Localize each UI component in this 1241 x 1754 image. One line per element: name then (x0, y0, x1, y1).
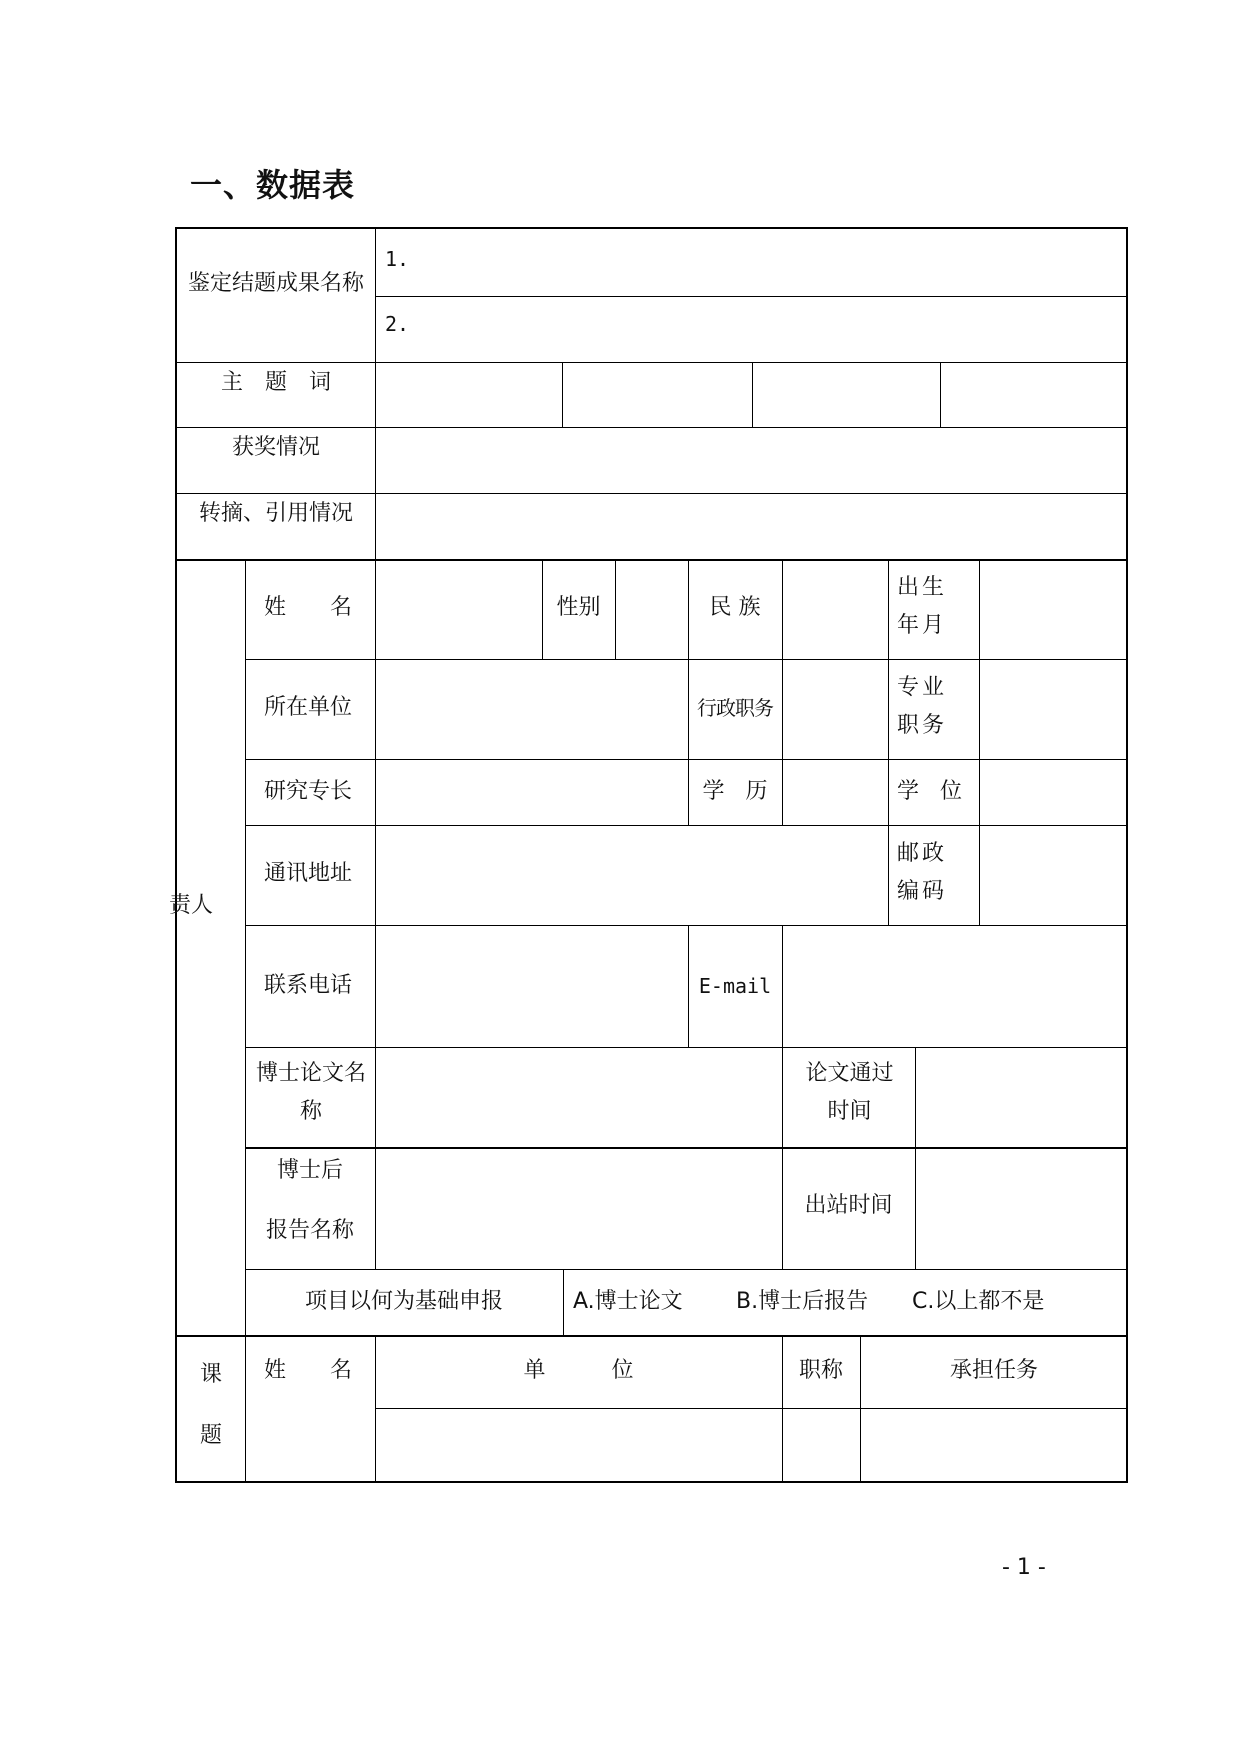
row-divider (245, 1269, 1128, 1270)
row-divider (245, 925, 1128, 926)
row-divider (177, 1335, 1128, 1337)
col-divider (375, 559, 376, 1269)
row-divider (177, 559, 1128, 561)
leader-birth-label: 出生年月 (897, 575, 948, 638)
row-divider (245, 1147, 1128, 1149)
col-divider (563, 1269, 564, 1335)
basis-option-a[interactable]: A.博士论文 (573, 1289, 683, 1314)
col-divider (375, 229, 376, 559)
leader-name-label: 姓 名 (264, 595, 353, 620)
team-side-label-2: 题 (199, 1423, 222, 1448)
leader-degree-label: 学 位 (897, 779, 962, 804)
result-line-2[interactable]: 2. (385, 312, 410, 336)
citations-label: 转摘、引用情况 (198, 501, 353, 526)
col-divider (752, 362, 753, 427)
row-divider (245, 825, 1128, 826)
col-divider (979, 559, 980, 925)
row-divider (375, 296, 1128, 297)
leader-basis-label: 项目以何为基础申报 (304, 1289, 503, 1314)
col-divider (245, 559, 246, 1483)
leader-ethnicity-label: 民 族 (709, 595, 761, 620)
row-divider (375, 1408, 1128, 1409)
row-divider (245, 1047, 1128, 1048)
row-divider (177, 362, 1128, 363)
col-divider (782, 559, 783, 825)
leader-phd-thesis-label: 博士论文名称 (255, 1061, 366, 1124)
team-name-header: 姓 名 (264, 1358, 353, 1383)
leader-side-label-clip (169, 887, 245, 927)
team-side-label-1: 课 (199, 1362, 222, 1387)
col-divider (562, 362, 563, 427)
leader-specialty-label: 研究专长 (264, 779, 353, 804)
leader-address-label: 通讯地址 (264, 861, 353, 886)
keywords-label: 主 题 词 (220, 370, 331, 395)
row-divider (177, 493, 1128, 494)
leader-prof-title-label: 专业职务 (897, 675, 948, 738)
basis-option-b[interactable]: B.博士后报告 (736, 1289, 869, 1314)
basis-option-c[interactable]: C.以上都不是 (912, 1289, 1045, 1314)
team-unit-header: 单 位 (523, 1358, 634, 1383)
leader-postdoc-report-line2: 报告名称 (265, 1218, 354, 1243)
leader-unit-label: 所在单位 (264, 695, 353, 720)
leader-education-label: 学 历 (702, 779, 768, 804)
team-title-header: 职称 (798, 1358, 843, 1383)
leader-postdoc-report-line1: 博士后 (276, 1158, 343, 1183)
leader-gender-label: 性别 (556, 595, 601, 620)
result-line-1[interactable]: 1. (385, 247, 410, 271)
data-form-table (169, 227, 1128, 1483)
col-divider (940, 362, 941, 427)
page-heading: 一、数据表 (190, 166, 356, 204)
leader-thesis-pass-time-label: 论文通过时间 (805, 1061, 894, 1124)
result-name-label: 鉴定结题成果名称 (187, 271, 364, 296)
col-divider (615, 559, 616, 659)
col-divider (915, 1047, 916, 1269)
row-divider (245, 659, 1128, 660)
page-number: - 1 - (1002, 1555, 1046, 1580)
leader-postcode-label: 邮政编码 (897, 841, 948, 904)
leader-admin-post-label: 行政职务 (697, 696, 773, 720)
awards-label: 获奖情况 (231, 435, 320, 460)
team-task-header: 承担任务 (949, 1358, 1038, 1383)
leader-email-label: E-mail (698, 974, 772, 998)
col-divider (888, 559, 889, 925)
leader-phone-label: 联系电话 (264, 973, 353, 998)
row-divider (245, 759, 1128, 760)
leader-exit-time-label: 出站时间 (804, 1193, 893, 1218)
leader-side-label: 责人 (169, 893, 214, 918)
row-divider (177, 427, 1128, 428)
